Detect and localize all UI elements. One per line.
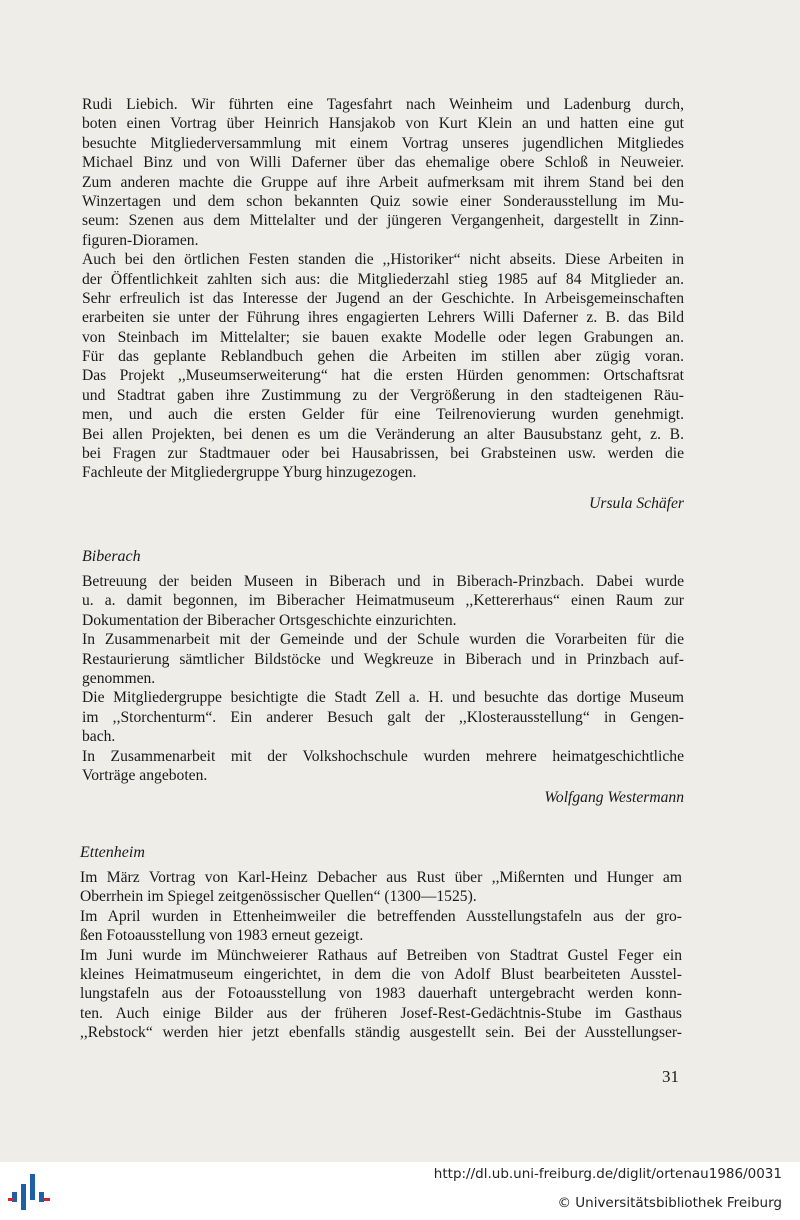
footer-bar (0, 1162, 800, 1220)
text-line: im ,,Storchenturm“. Ein anderer Besuch galt der ,,Klosterausstellung“ in Gengen- (82, 708, 684, 726)
text-line: ßen Fotoausstellung von 1983 erneut gezeigt. (80, 927, 364, 945)
section-heading-ettenheim: Ettenheim (80, 844, 145, 861)
copyright-notice: © Universitätsbibliothek Freiburg (557, 1195, 782, 1211)
section-heading-biberach: Biberach (82, 548, 141, 565)
text-line: Betreuung der beiden Museen in Biberach und in Biberach-Prinzbach. Dabei wurde (82, 573, 684, 590)
text-line: Fachleute der Mitgliedergruppe Yburg hinzugezogen. (82, 464, 417, 482)
text-line: Vorträge angeboten. (82, 766, 208, 784)
source-url-link[interactable]: http://dl.ub.uni-freiburg.de/diglit/ortenau1986/0031 (433, 1166, 782, 1182)
text-line: ,,Rebstock“ werden hier jetzt ebenfalls ständig ausgestellt sein. Bei der Ausstellungser- (80, 1024, 682, 1042)
text-line: lungstafeln aus der Fotoausstellung von 1983 dauerhaft untergebracht werden konn- (80, 985, 682, 1003)
text-line: Sehr erfreulich ist das Interesse der Jugend an der Geschichte. In Arbeisgemeinschaften (82, 289, 684, 307)
ub-freiburg-logo-icon (8, 1170, 52, 1214)
text-line: u. a. damit begonnen, im Biberacher Heimatmuseum ,,Kettererhaus“ einen Raum zur (82, 592, 684, 610)
text-line: bach. (82, 728, 116, 746)
text-line: genommen. (82, 669, 156, 687)
page-number: 31 (662, 1067, 679, 1086)
paragraph-steinbach (82, 95, 684, 483)
text-line: Zum anderen machte die Gruppe auf ihre Arbeit aufmerksam mit ihrem Stand bei den (82, 173, 684, 191)
text-line: von Steinbach im Mittelalter; sie bauen exakte Modelle oder legen Grabungen an. (82, 328, 684, 346)
signature-wolfgang-westermann: Wolfgang Westermann (544, 789, 684, 806)
text-line: Dokumentation der Biberacher Ortsgeschichte einzurichten. (82, 611, 457, 629)
paragraph-biberach (82, 572, 684, 785)
text-line: In Zusammenarbeit mit der Gemeinde und der Schule wurden die Vorarbeiten für die (82, 631, 684, 649)
text-line: Die Mitgliedergruppe besichtigte die Stadt Zell a. H. und besuchte das dortige Museum (82, 689, 684, 707)
text-line: Bei allen Projekten, bei denen es um die Veränderung an alter Bausubstanz geht, z. B. (82, 425, 684, 443)
text-line: Michael Binz und von Willi Daferner über das ehemalige obere Schloß in Neuweier. (82, 154, 684, 172)
text-line: der Öffentlichkeit zahlten sich aus: die Mitgliederzahl stieg 1985 auf 84 Mitglieder an. (82, 270, 684, 288)
text-line: figuren-Dioramen. (82, 231, 199, 249)
text-line: men, und auch die ersten Gelder für eine Teilrenovierung wurden genehmigt. (82, 406, 684, 424)
text-line: kleines Heimatmuseum eingerichtet, in dem die von Adolf Blust bearbeiteten Ausstel- (80, 965, 682, 983)
text-line: Im Juni wurde im Münchweierer Rathaus auf Betreiben von Stadtrat Gustel Feger ein (80, 946, 682, 964)
text-line: seum: Szenen aus dem Mittelalter und der jüngeren Vergangenheit, dargestellt in Zinn- (82, 212, 684, 230)
text-line: Im März Vortrag von Karl-Heinz Debacher aus Rust über ,,Mißernten und Hunger am (80, 869, 682, 886)
text-line: Rudi Liebich. Wir führten eine Tagesfahrt nach Weinheim und Ladenburg durch, (82, 96, 684, 113)
text-line: und Stadtrat gaben ihre Zustimmung zu der Vergrößerung in den stadteigenen Räu- (82, 386, 684, 404)
text-line: Auch bei den örtlichen Festen standen die ,,Historiker“ nicht abseits. Diese Arbeiten in (82, 251, 684, 269)
text-line: Winzertagen und dem schon bekannten Quiz sowie einer Sonderausstellung im Mu- (82, 192, 684, 210)
text-line: Für das geplante Reblandbuch gehen die Arbeiten im stillen aber zügig voran. (82, 348, 684, 366)
text-line: Restaurierung sämtlicher Bildstöcke und Wegkreuze in Biberach und in Prinzbach auf- (82, 650, 684, 668)
text-line: besuchte Mitgliederversammlung mit einem Vortrag unseres jugendlichen Mitgliedes (82, 134, 684, 152)
text-line: Das Projekt ,,Museumserweiterung“ hat die ersten Hürden genommen: Ortschaftsrat (82, 367, 684, 385)
signature-ursula-schaefer: Ursula Schäfer (589, 495, 684, 512)
text-line: In Zusammenarbeit mit der Volkshochschule wurden mehrere heimatgeschichtliche (82, 747, 684, 765)
text-line: erarbeiten sie unter der Führung ihres engagierten Lehrers Willi Daferner z. B. das Bild (82, 309, 684, 327)
paragraph-ettenheim (80, 868, 682, 1043)
text-line: Oberrhein im Spiegel zeitgenössischer Quellen“ (1300—1525). (80, 888, 477, 906)
text-line: Im April wurden in Ettenheimweiler die betreffenden Ausstellungstafeln aus der gro- (80, 907, 682, 925)
text-line: ten. Auch einige Bilder aus der früheren Josef-Rest-Gedächtnis-Stube im Gasthaus (80, 1004, 682, 1022)
text-line: boten einen Vortrag über Heinrich Hansjakob von Kurt Klein an und hatten eine gut (82, 115, 684, 133)
text-line: bei Fragen zur Stadtmauer oder bei Hausabrissen, bei Grabsteinen usw. werden die (82, 445, 684, 463)
